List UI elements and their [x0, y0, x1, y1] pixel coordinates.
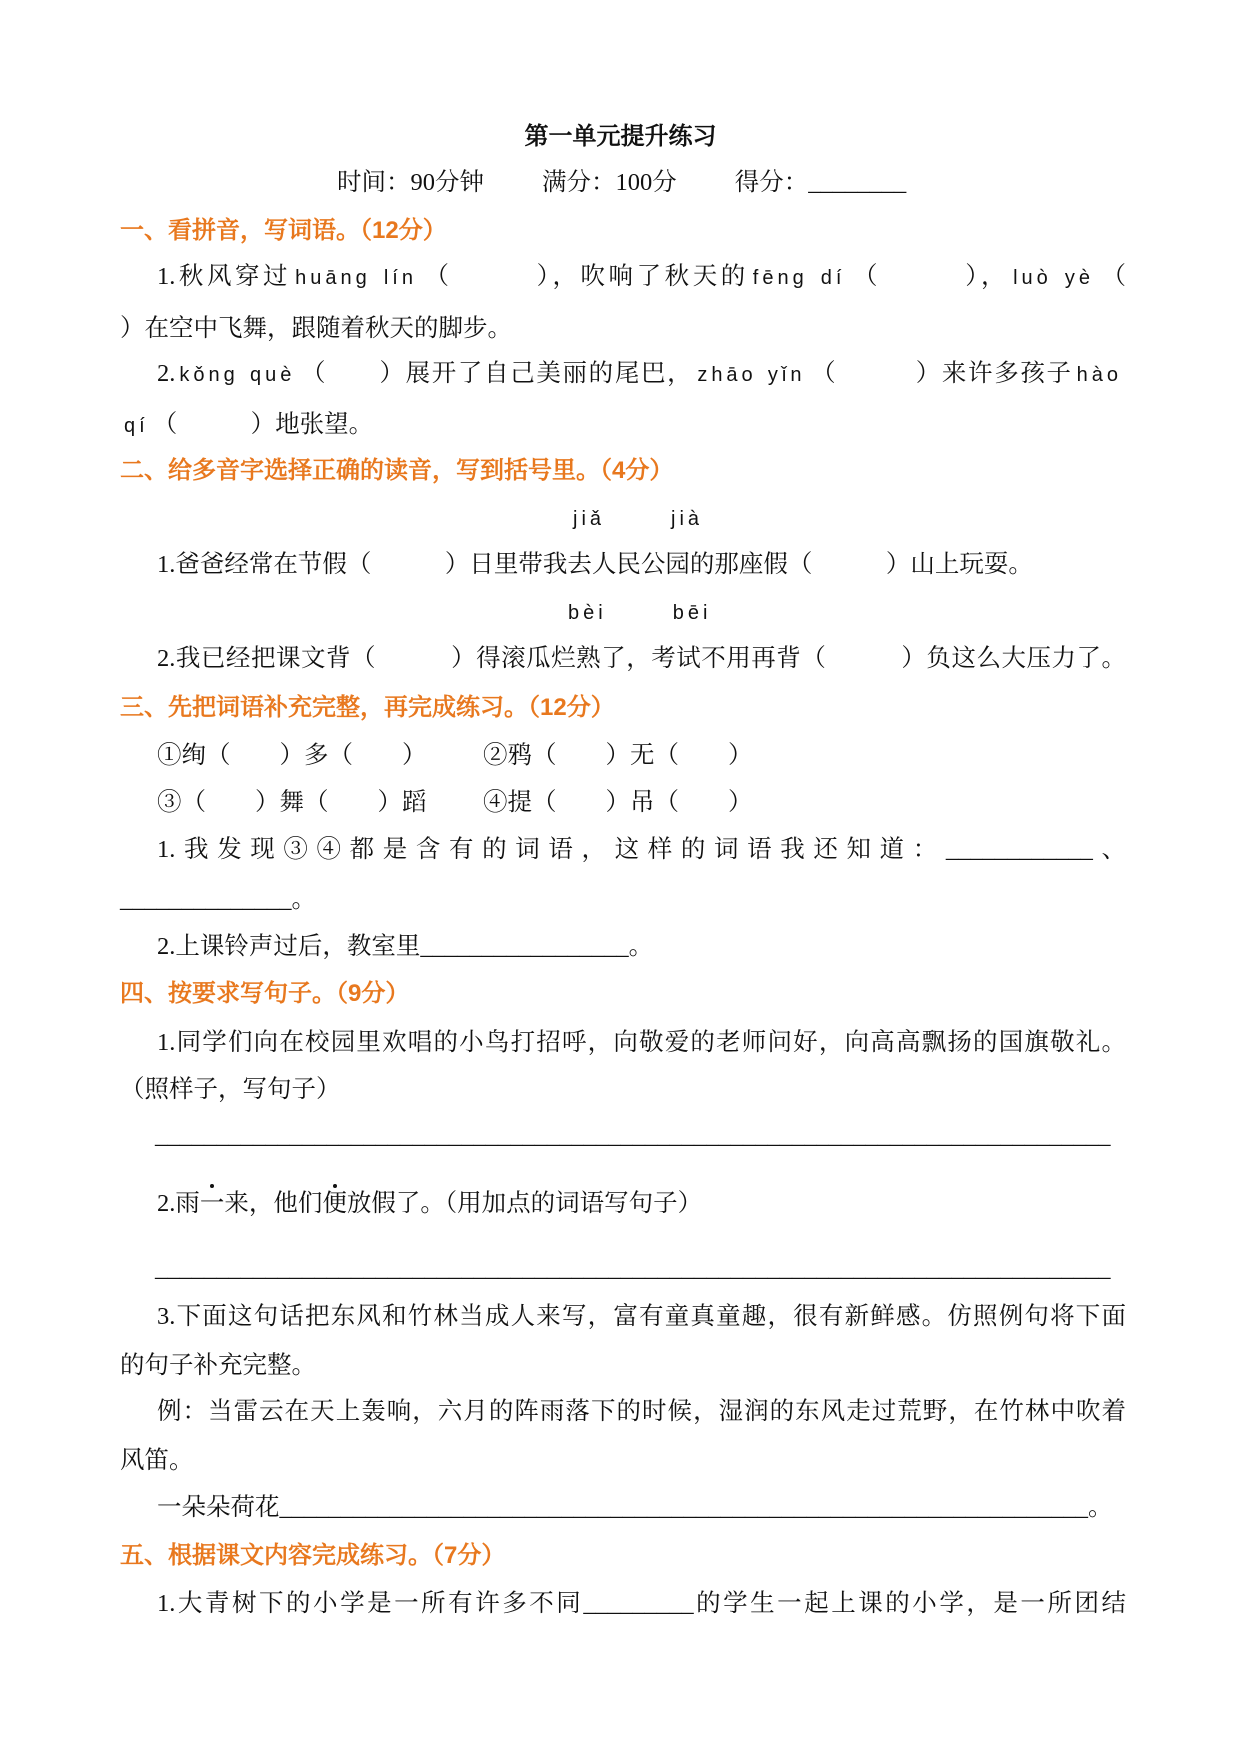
answer-blank[interactable]: （ ） [351, 645, 477, 672]
worksheet-title: 第一单元提升练习 [524, 124, 717, 150]
score-label: 得分： [734, 169, 809, 196]
question-text: 2.我已经把课文背 [157, 645, 352, 672]
score-blank[interactable]: ________ [808, 169, 907, 196]
answer-blank[interactable]: （ ） [801, 645, 927, 672]
question-text: ④提 [483, 789, 532, 816]
question-text: 负这么大压力了。 [926, 645, 1127, 672]
question-text: 的句子补充完整。 [120, 1352, 316, 1379]
pinyin: kǒng què [179, 364, 296, 386]
question-text: 地张望。 [275, 411, 374, 438]
question-text: 3.下面这句话把东风和竹林当成人来写，富有童真童趣，很有新鲜感。仿照例句将下面 [157, 1303, 1126, 1330]
question-text: 。 [628, 933, 654, 960]
question-text: 展开了自己美丽的尾巴， [405, 360, 694, 387]
question-text: 。 [291, 886, 316, 913]
question-text: （ [1097, 263, 1127, 290]
question-line [157, 734, 427, 778]
emphasis-char: 一 [199, 1190, 225, 1217]
section-heading: 二、给多音字选择正确的读音，写到括号里。（4分） [120, 457, 674, 484]
pinyin: hào [1076, 364, 1123, 386]
section-heading: 四、按要求写句子。（9分） [120, 980, 410, 1007]
pinyin-options [573, 496, 769, 540]
question-line [157, 352, 1126, 396]
pinyin: zhāo yǐn [697, 364, 806, 386]
question-text: 放假了。（用加点的词语写句子） [346, 1190, 703, 1217]
answer-line[interactable]: __________________________________________________________________ [279, 1494, 1088, 1521]
answer-line[interactable]: _________________ [420, 933, 629, 960]
answer-blank[interactable]: （ ） [152, 411, 276, 438]
question-line [157, 1390, 1126, 1434]
exam-info [337, 161, 906, 205]
question-text: 、 [1092, 836, 1126, 863]
question-text: 1.大青树下的小学是一所有许多不同 [157, 1590, 584, 1617]
question-line [120, 307, 512, 351]
question-line [483, 734, 753, 778]
pinyin: huāng lín [295, 267, 417, 289]
pinyin: bèi [568, 602, 607, 624]
question-line [120, 1068, 341, 1112]
question-text: 无 [630, 742, 655, 769]
answer-blank[interactable]: （ ） [328, 742, 427, 769]
question-line [157, 1021, 1126, 1065]
question-line [483, 781, 753, 825]
question-line [120, 1344, 316, 1388]
answer-line[interactable]: ______________ [120, 886, 292, 913]
question-line [120, 878, 316, 922]
answer-blank[interactable]: （ ） [532, 742, 630, 769]
answer-line[interactable]: ______________________________________________________________________________ [155, 1255, 1111, 1282]
question-line [155, 1114, 1111, 1158]
question-line [157, 1486, 1113, 1530]
pinyin: luò yè [1013, 267, 1094, 289]
question-text: 日里带我去人民公园的那座假 [469, 551, 788, 578]
question-text: 山上玩耍。 [910, 551, 1033, 578]
pinyin: bēi [672, 602, 712, 624]
question-text: ②鸦 [483, 742, 532, 769]
answer-blank[interactable]: （ ） [206, 742, 304, 769]
question-line [157, 781, 427, 825]
section-heading: 三、先把词语补充完整，再完成练习。（12分） [120, 694, 615, 721]
question-text: ）在空中飞舞，跟随着秋天的脚步。 [120, 315, 512, 342]
question-text: 1.秋风穿过 [157, 263, 292, 290]
question-text: ③ [157, 789, 182, 816]
question-text: ，吹响了秋天的 [552, 263, 749, 290]
question-text: 2.上课铃声过后，教室里 [157, 933, 421, 960]
pinyin-options [568, 590, 777, 634]
answer-blank[interactable]: （ ） [654, 742, 753, 769]
question-text: 1.爸爸经常在节假 [157, 551, 347, 578]
question-line [155, 1247, 1111, 1291]
answer-blank[interactable]: （ ） [346, 551, 470, 578]
question-text: 例：当雷云在天上轰响，六月的阵雨落下的时候，湿润的东风走过荒野，在竹林中吹着 [157, 1398, 1126, 1425]
section-heading: 五、根据课文内容完成练习。（7分） [120, 1542, 506, 1569]
question-text: 。 [1088, 1494, 1113, 1521]
question-line [157, 255, 1126, 299]
answer-line[interactable]: ______________________________________________________________________________ [155, 1122, 1111, 1149]
question-line [157, 1295, 1126, 1339]
question-text: 一朵朵荷花 [157, 1494, 280, 1521]
answer-blank[interactable]: （ ） [181, 789, 280, 816]
answer-blank[interactable]: （ ） [299, 360, 406, 387]
full-score: 满分：100分 [542, 169, 677, 196]
answer-blank[interactable]: （ ） [304, 789, 402, 816]
question-text: （照样子，写句子） [120, 1076, 341, 1103]
answer-line[interactable]: _________ [583, 1590, 694, 1617]
question-text: 的学生一起上课的小学，是一所团结 [693, 1590, 1126, 1617]
question-text: 1.同学们向在校园里欢唱的小鸟打招呼，向敬爱的老师问好，向高高飘扬的国旗敬礼。 [157, 1029, 1126, 1056]
question-line [157, 925, 653, 969]
answer-blank[interactable]: （ ） [809, 360, 942, 387]
question-text: 风笛。 [120, 1447, 194, 1474]
time-limit: 时间：90分钟 [337, 169, 484, 196]
answer-blank[interactable]: （ ） [849, 263, 982, 290]
question-text: ， [981, 263, 1010, 290]
section-heading: 一、看拼音，写词语。（12分） [120, 217, 447, 244]
question-line [120, 403, 373, 447]
question-text: 得滚瓜烂熟了，考试不用再背 [476, 645, 802, 672]
pinyin: fēng dí [752, 267, 846, 289]
question-line [120, 1439, 194, 1483]
pinyin: jià [671, 508, 704, 530]
question-line [157, 1582, 1126, 1626]
question-text: 1.我发现③④都是含有的词语，这样的词语我还知道： [157, 836, 946, 863]
pinyin: qí [124, 415, 149, 437]
question-line [157, 637, 1126, 681]
question-line [157, 1182, 702, 1226]
question-text: 来许多孩子 [941, 360, 1073, 387]
question-text: 舞 [279, 789, 304, 816]
question-text: 来，他们 [224, 1190, 323, 1217]
question-text: ①绚 [157, 742, 206, 769]
question-line [157, 543, 1033, 587]
question-line [157, 828, 1126, 872]
question-text: 多 [304, 742, 329, 769]
answer-blank[interactable]: （ ） [654, 789, 753, 816]
answer-blank[interactable]: （ ） [532, 789, 630, 816]
question-text: 蹈 [402, 789, 427, 816]
answer-line[interactable]: ____________ [945, 836, 1093, 863]
question-text: 2.雨 [157, 1190, 200, 1217]
answer-blank[interactable]: （ ） [787, 551, 911, 578]
question-text: 吊 [630, 789, 655, 816]
pinyin: jiǎ [573, 508, 606, 530]
answer-blank[interactable]: （ ） [420, 263, 553, 290]
question-text: 2. [157, 360, 176, 387]
emphasis-char: 便 [322, 1190, 347, 1217]
